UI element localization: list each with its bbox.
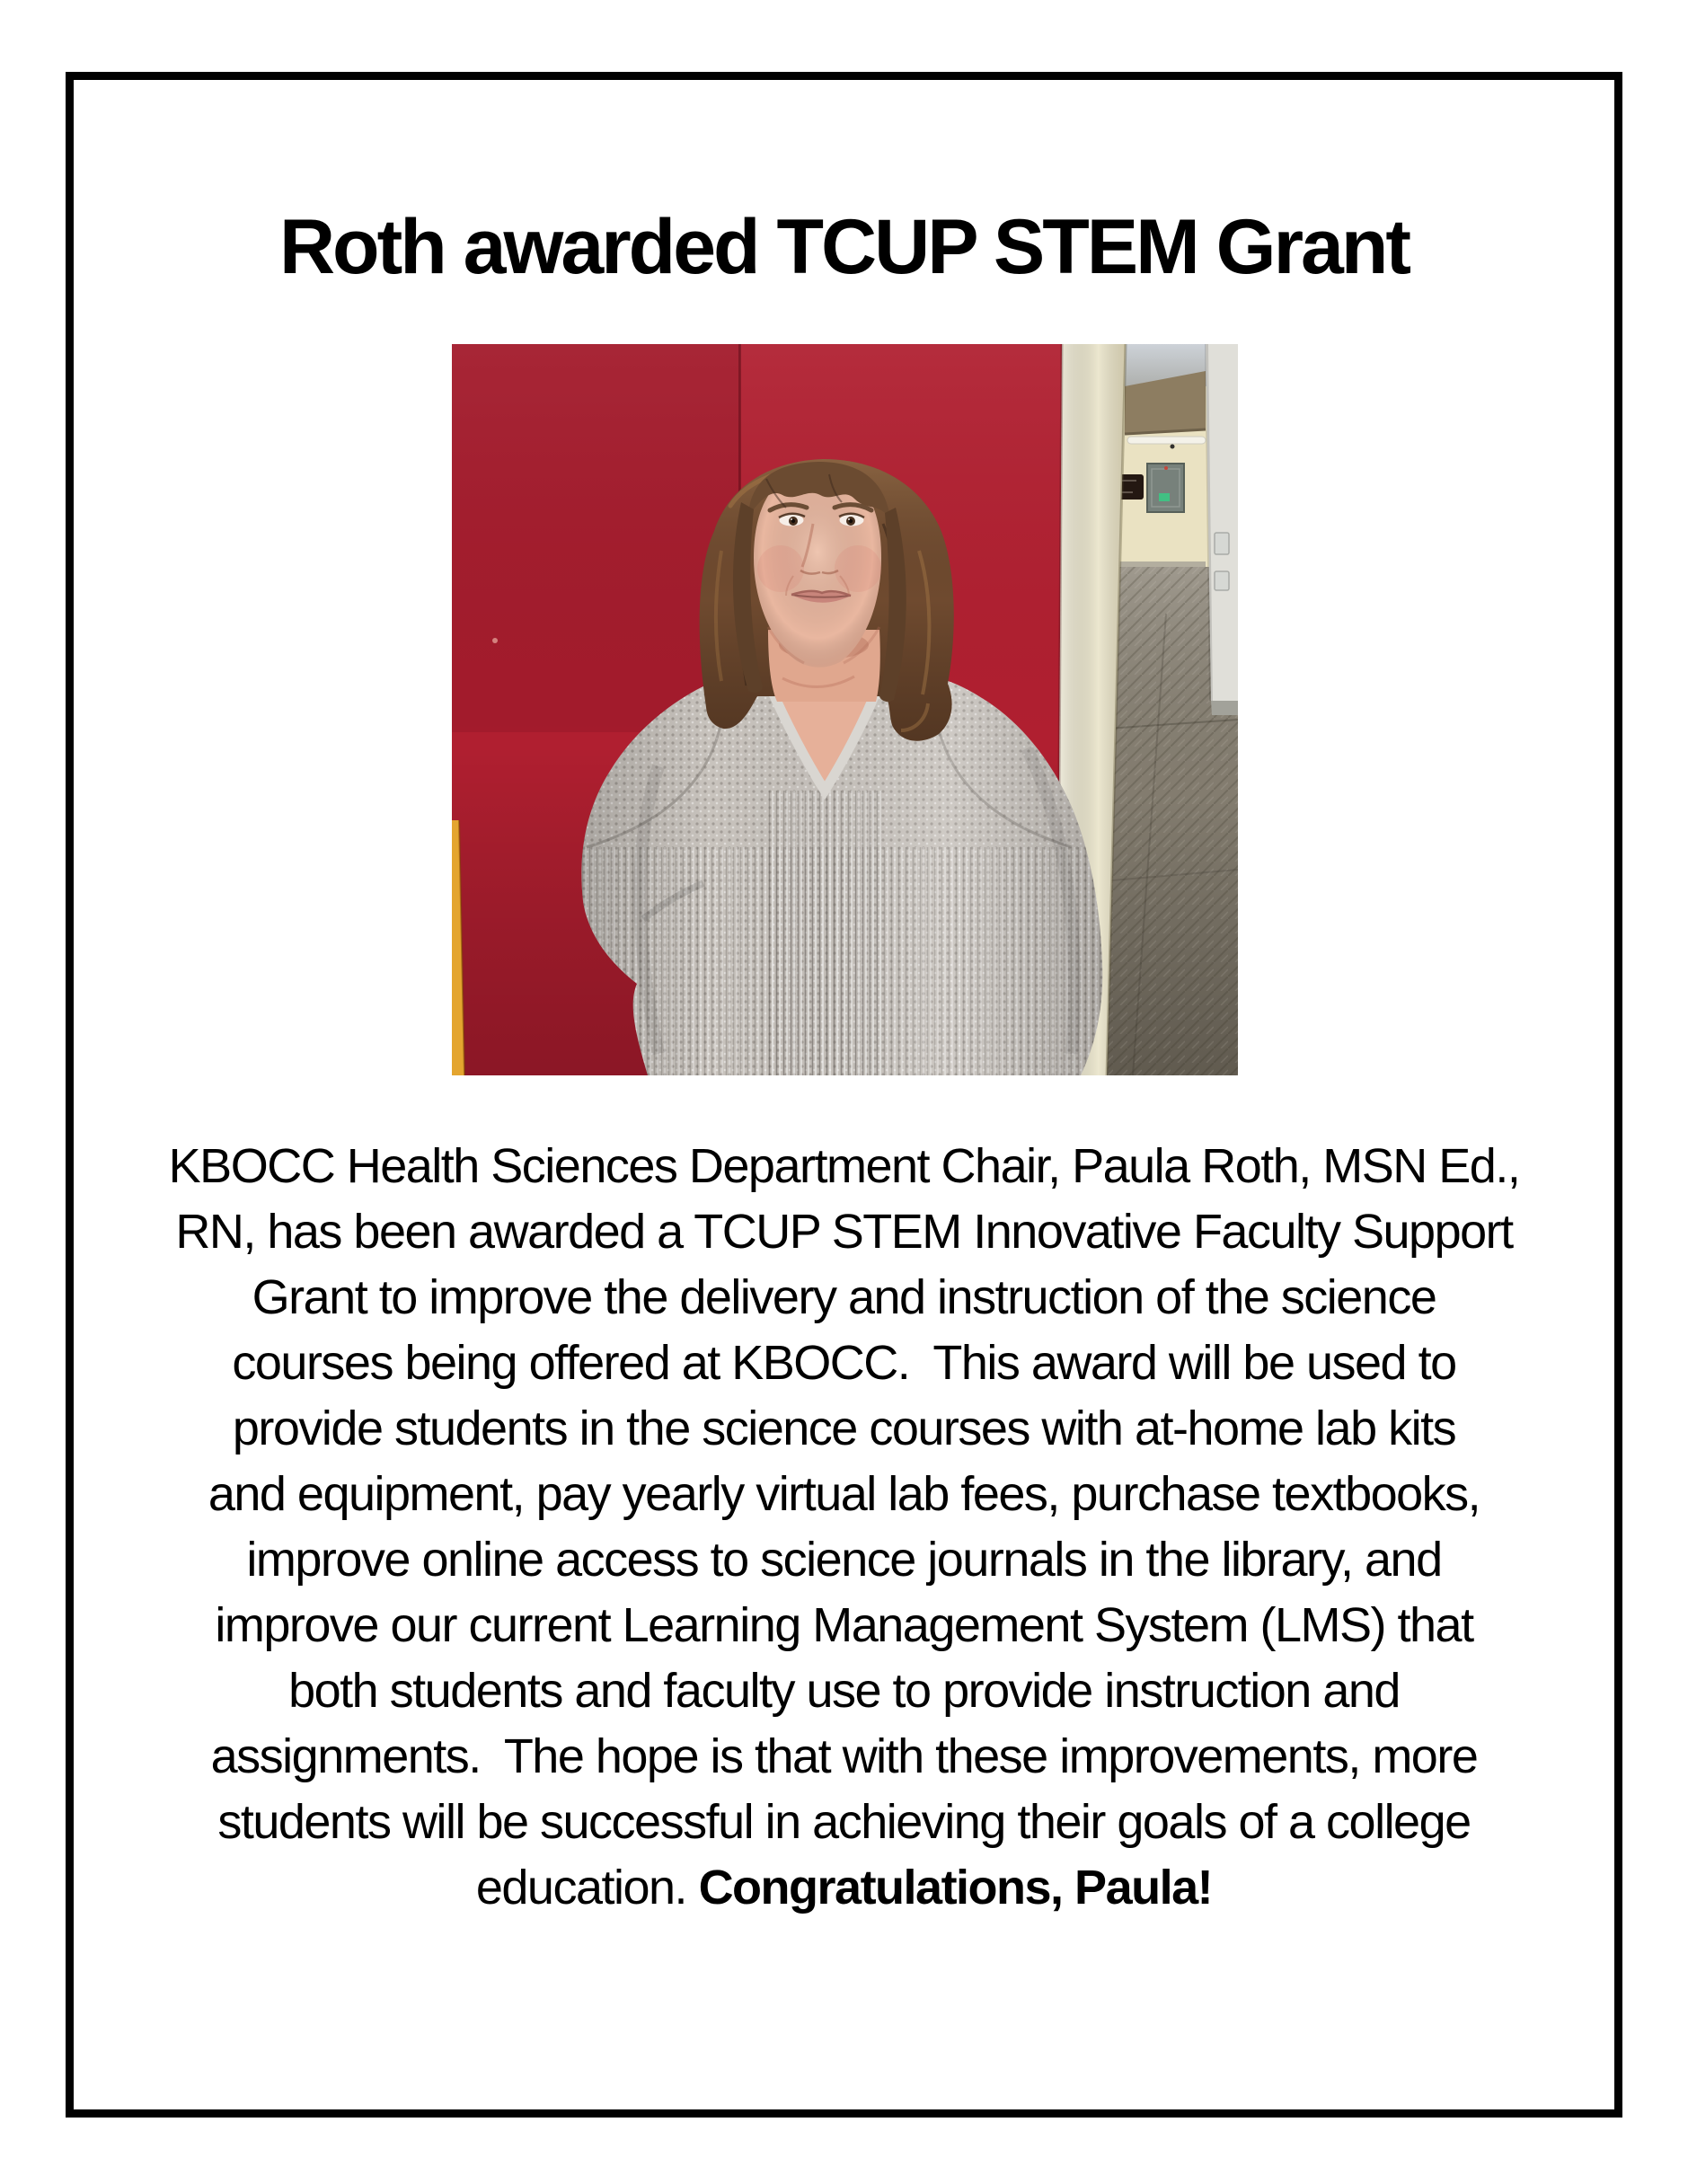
article-line: courses being offered at KBOCC. This award will be used to bbox=[232, 1336, 1456, 1390]
article-line: and equipment, pay yearly virtual lab fees, purchase textbooks, bbox=[208, 1467, 1480, 1521]
light-switch-plate bbox=[1215, 533, 1229, 554]
wall-mark bbox=[492, 638, 498, 643]
article-line: KBOCC Health Sciences Department Chair, Paula Roth, MSN Ed., bbox=[168, 1139, 1520, 1193]
article-line: Grant to improve the delivery and instruction of the science bbox=[252, 1270, 1436, 1324]
article-line: both students and faculty use to provide instruction and bbox=[288, 1664, 1400, 1718]
article-line-closing bbox=[0, 1855, 1688, 1921]
article-line: provide students in the science courses with at-home lab kits bbox=[232, 1401, 1456, 1455]
ceiling-light bbox=[1127, 437, 1206, 444]
near-white-wall bbox=[1206, 344, 1238, 715]
far-baseboard bbox=[1107, 561, 1206, 568]
article-line: improve our current Learning Management System (LMS) that bbox=[215, 1598, 1473, 1652]
light-switch-plate bbox=[1215, 571, 1229, 590]
electrical-panel bbox=[1147, 464, 1184, 512]
article-line: RN, has been awarded a TCUP STEM Innovative Faculty Support bbox=[175, 1205, 1513, 1259]
sprinkler-head bbox=[1171, 445, 1175, 449]
article-line: students will be successful in achieving their goals of a college bbox=[217, 1795, 1471, 1849]
portrait-photo bbox=[452, 344, 1238, 1075]
page-title: Roth awarded TCUP STEM Grant bbox=[278, 204, 1410, 290]
article-text bbox=[0, 1134, 1688, 1921]
article-line: assignments. The hope is that with these improvements, more bbox=[210, 1729, 1478, 1783]
article-line: improve online access to science journals in the library, and bbox=[246, 1533, 1442, 1587]
closing-text: education. bbox=[475, 1861, 699, 1914]
portrait-photo-art bbox=[452, 344, 1238, 1075]
congratulations-text: Congratulations, Paula! bbox=[698, 1861, 1213, 1914]
